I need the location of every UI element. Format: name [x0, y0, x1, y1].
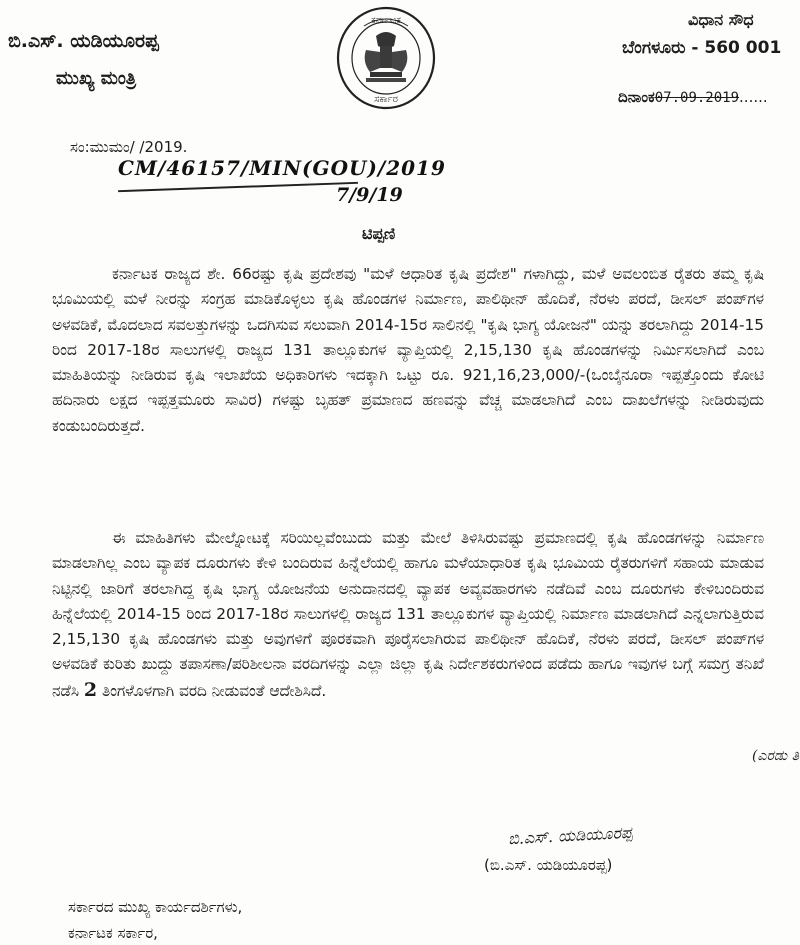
paragraph-2-text-a: ಈ ಮಾಹಿತಿಗಳು ಮೇಲ್ನೋಟಕ್ಕೆ ಸರಿಯಿಲ್ಲವೆಂಬುದು ಮತ್ತು ಮೇಲೆ ತಿಳಿಸಿರುವಷ್ಟು ಪ್ರಮಾಣದಲ್ಲಿ ಕೃಷಿ ಹೊಂಡಗಳನ್ನು ನಿರ್ಮಾಣ ಮಾಡಲಾಗಿಲ್ಲ ಎಂಬ ವ್ಯಾಪಕ ದೂರುಗಳು ಕೇಳಿ ಬಂದಿರುವ ಹಿನ್ನೆಲೆಯಲ್ಲಿ ಹಾಗೂ ಮಳೆಯಾಧಾರಿತ ಕೃಷಿ ಭೂಮಿಯ ರೈತರುಗಳಿಗೆ ಸಹಾಯ ಮಾಡುವ ನಿಟ್ಟಿನಲ್ಲಿ ಜಾರಿಗೆ ತರಲಾಗಿದ್ದ ಕೃಷಿ ಭಾಗ್ಯ ಯೋಜನೆಯ ಅನುದಾನದಲ್ಲಿ ವ್ಯಾಪಕ ಅವ್ಯವಹಾರಗಳು ನಡೆದಿವೆ ಎಂಬ ದೂರುಗಳು ಕೇಳಿಬಂದಿರುವ ಹಿನ್ನೆಲೆಯಲ್ಲಿ 2014-15 ರಿಂದ 2017-18ರ ಸಾಲುಗಳಲ್ಲಿ ರಾಜ್ಯದ 131 ತಾಲ್ಲೂಕುಗಳ ವ್ಯಾಪ್ತಿಯಲ್ಲಿ ನಿರ್ಮಾಣ ಮಾಡಲಾಗಿದೆ ಎನ್ನಲಾಗುತ್ತಿರುವ 2,15,130 ಕೃಷಿ ಹೊಂಡಗಳು ಮತ್ತು ಅವುಗಳಿಗೆ ಪೂರಕವಾಗಿ ಪೂರೈಸಲಾಗಿರುವ ಪಾಲಿಥೀನ್ ಹೊದಿಕೆ, ನೆರಳು ಪರದೆ, ಡೀಸಲ್ ಪಂಪ್‌ಗಳ ಅಳವಡಿಕೆ ಕುರಿತು ಖುದ್ದು ತಪಾಸಣಾ/ಪರಿಶೀಲನಾ ವರದಿಗಳನ್ನು ಎಲ್ಲಾ ಜಿಲ್ಲಾ ಕೃಷಿ ನಿರ್ದೇಶಕರುಗಳಿಂದ ಪಡೆದು ಹಾಗೂ ಇವುಗಳ ಬಗ್ಗೆ ಸಮಗ್ರ ತನಿಖೆ ನಡೆಸಿ	[52, 529, 764, 700]
margin-handwritten-note: (ಎರಡು ತಿ	[752, 748, 800, 764]
date-label: ದಿನಾಂಕ	[618, 88, 655, 106]
handwritten-reference-date: 7/9/19	[336, 184, 403, 206]
signatory-name: (ಬಿ.ಎಸ್. ಯಡಿಯೂರಪ್ಪ)	[484, 856, 613, 874]
reference-number: ಸಂ:ಮುಮಂ/ /2019.	[70, 138, 188, 156]
seal-text-bottom: ಸರ್ಕಾರ	[374, 94, 398, 105]
date-dots: ......	[739, 88, 768, 106]
addressee-line-2: ಕರ್ನಾಟಕ ಸರ್ಕಾರ,	[68, 924, 158, 942]
handwritten-reference: CM/46157/MIN(GOU)/2019	[118, 156, 446, 180]
handwritten-month-count: 2	[83, 678, 98, 701]
document-heading: ಟಿಪ್ಪಣಿ	[362, 224, 396, 243]
paragraph-2-text-b: ತಿಂಗಳೊಳಗಾಗಿ ವರದಿ ನೀಡುವಂತೆ ಆದೇಶಿಸಿದೆ.	[97, 681, 327, 700]
paragraph-1: ಕರ್ನಾಟಕ ರಾಜ್ಯದ ಶೇ. 66ರಷ್ಟು ಕೃಷಿ ಪ್ರದೇಶವು "ಮಳೆ ಆಧಾರಿತ ಕೃಷಿ ಪ್ರದೇಶ" ಗಳಾಗಿದ್ದು, ಮಳೆ ಅವಲಂಬಿತ ರೈತರು ತಮ್ಮ ಕೃಷಿ ಭೂಮಿಯಲ್ಲಿ ಮಳೆ ನೀರನ್ನು ಸಂಗ್ರಹ ಮಾಡಿಕೊಳ್ಳಲು ಕೃಷಿ ಹೊಂಡಗಳ ನಿರ್ಮಾಣ, ಪಾಲಿಥೀನ್ ಹೊದಿಕೆ, ನೆರಳು ಪರದೆ, ಡೀಸಲ್ ಪಂಪ್‌ಗಳ ಅಳವಡಿಕೆ, ಮೊದಲಾದ ಸವಲತ್ತುಗಳನ್ನು ಒದಗಿಸುವ ಸಲುವಾಗಿ 2014-15ರ ಸಾಲಿನಲ್ಲಿ "ಕೃಷಿ ಭಾಗ್ಯ ಯೋಜನೆ" ಯನ್ನು ತರಲಾಗಿದ್ದು 2014-15 ರಿಂದ 2017-18ರ ಸಾಲುಗಳಲ್ಲಿ ರಾಜ್ಯದ 131 ತಾಲ್ಲೂಕುಗಳ ವ್ಯಾಪ್ತಿಯಲ್ಲಿ 2,15,130 ಕೃಷಿ ಹೊಂಡಗಳನ್ನು ನಿರ್ಮಿಸಲಾಗಿದೆ ಎಂಬ ಮಾಹಿತಿಯನ್ನು ನೀಡಿರುವ ಕೃಷಿ ಇಲಾಖೆಯ ಅಧಿಕಾರಿಗಳು ಇದಕ್ಕಾಗಿ ಒಟ್ಟು ರೂ. 921,16,23,000/-(ಒಂಬೈನೂರಾ ಇಪ್ಪತ್ತೊಂದು ಕೋಟಿ ಹದಿನಾರು ಲಕ್ಷದ ಇಪ್ಪತ್ತಮೂರು ಸಾವಿರ) ಗಳಷ್ಟು ಬೃಹತ್ ಪ್ರಮಾಣದ ಹಣವನ್ನು ವೆಚ್ಚ ಮಾಡಲಾಗಿದೆ ಎಂಬ ದಾಖಲೆಗಳನ್ನು ನೀಡಿರುವುದು ಕಂಡುಬಂದಿರುತ್ತದೆ.	[52, 265, 764, 435]
paragraph-2	[52, 526, 764, 704]
seal-text-top: ಕರ್ನಾಟಕ	[371, 15, 401, 26]
office-city: ಬೆಂಗಳೂರು - 560 001	[622, 38, 782, 58]
date-value: 07.09.2019	[654, 90, 740, 106]
signature: ಬಿ.ಎಸ್. ಯಡಿಯೂರಪ್ಪ	[507, 822, 633, 849]
date-line	[618, 88, 768, 106]
office-name: ವಿಧಾನ ಸೌಧ	[688, 10, 754, 29]
addressee-line-1: ಸರ್ಕಾರದ ಮುಖ್ಯ ಕಾರ್ಯದರ್ಶಿಗಳು,	[68, 898, 243, 916]
government-seal-icon	[336, 6, 436, 110]
minister-designation: ಮುಖ್ಯ ಮಂತ್ರಿ	[56, 68, 137, 89]
minister-name: ಬಿ.ಎಸ್. ಯಡಿಯೂರಪ್ಪ	[8, 30, 159, 52]
reference-underline	[118, 182, 358, 192]
